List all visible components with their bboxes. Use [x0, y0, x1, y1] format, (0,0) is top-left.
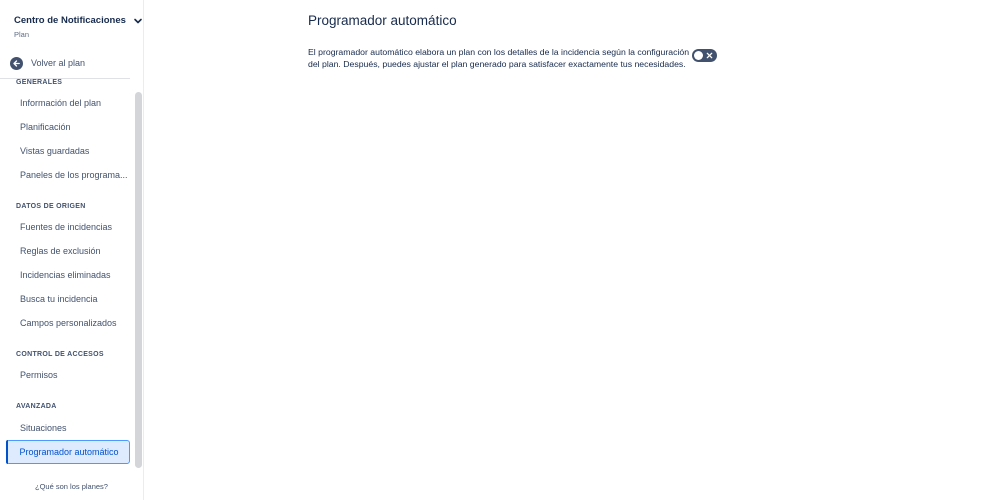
nav-item-planificacion[interactable]: Planificación [20, 122, 71, 132]
sidebar-scrollbar[interactable] [135, 92, 142, 468]
toggle-knob [694, 51, 703, 60]
x-icon [706, 52, 713, 59]
nav-item-incidencias-eliminadas[interactable]: Incidencias eliminadas [20, 270, 111, 280]
main-content [144, 0, 998, 500]
what-are-plans-link[interactable]: ¿Qué son los planes? [35, 482, 108, 491]
project-name: Centro de Notificaciones [14, 15, 126, 26]
nav-item-permisos[interactable]: Permisos [20, 370, 58, 380]
section-heading-control-de-accesos: CONTROL DE ACCESOS [16, 351, 104, 358]
back-to-plan-link[interactable] [10, 56, 85, 70]
nav-item-fuentes-de-incidencias[interactable]: Fuentes de incidencias [20, 222, 113, 232]
auto-scheduler-description: El programador automático elabora un plan con los detalles de la incidencia según la configuración del plan. Después, puedes ajustar el plan generado para satisfacer exactamente tus necesidades. [308, 47, 690, 69]
page-title: Programador automático [308, 13, 457, 28]
chevron-down-icon [133, 16, 143, 26]
active-indicator [6, 440, 8, 464]
nav-item-campos-personalizados[interactable]: Campos personalizados [20, 318, 117, 328]
nav-item-busca-tu-incidencia[interactable]: Busca tu incidencia [20, 294, 98, 304]
project-type: Plan [14, 30, 30, 39]
auto-scheduler-toggle[interactable] [692, 49, 717, 62]
project-switcher[interactable] [14, 15, 143, 26]
back-link-label: Volver al plan [31, 58, 86, 68]
nav-item-informacion-del-plan[interactable]: Información del plan [20, 98, 102, 108]
section-heading-datos-de-origen: DATOS DE ORIGEN [16, 203, 86, 210]
section-heading-generales: GENERALES [16, 79, 63, 86]
sidebar [0, 0, 144, 500]
nav-item-reglas-de-exclusion[interactable]: Reglas de exclusión [20, 246, 101, 256]
nav-item-paneles-programas[interactable]: Paneles de los programa... [20, 170, 128, 180]
section-heading-avanzada: AVANZADA [16, 403, 57, 410]
arrow-left-circle-icon [10, 57, 23, 70]
nav-item-programador-automatico[interactable]: Programador automático [6, 440, 130, 464]
settings-nav [0, 79, 143, 467]
nav-item-situaciones[interactable]: Situaciones [20, 423, 67, 433]
sidebar-scrollbar-thumb[interactable] [135, 92, 142, 468]
nav-item-vistas-guardadas[interactable]: Vistas guardadas [20, 146, 90, 156]
project-header[interactable] [0, 0, 143, 44]
